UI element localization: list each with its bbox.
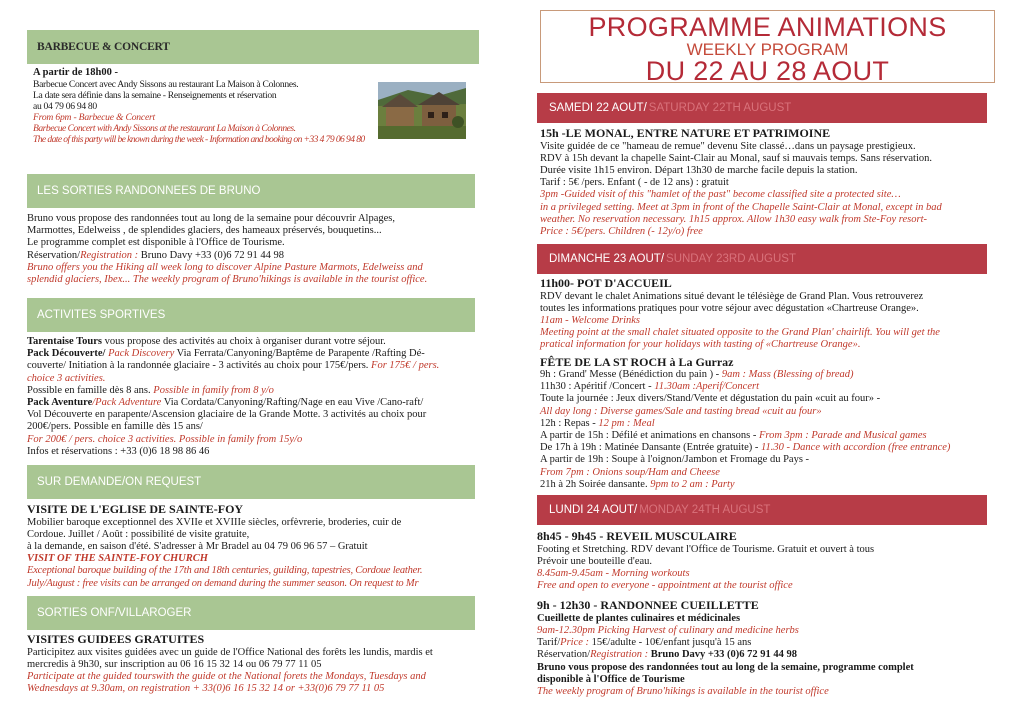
saturday-section [540, 127, 990, 238]
bbq-line: au 04 79 06 94 80 [33, 101, 97, 113]
price-label-en: Price : [560, 637, 590, 649]
event-en: 9pm to 2 am : Party [647, 478, 735, 490]
bruno-registration [27, 250, 479, 262]
day-bar-label: DIMANCHE 23 AOUT/ [549, 253, 665, 265]
section-bar-label: ACTIVITES SPORTIVES [37, 309, 166, 321]
event-line [540, 381, 992, 393]
sport-text: Possible en famille dès 8 ans. [27, 384, 151, 396]
sport-line [27, 360, 483, 372]
bruno-line: Bruno vous propose des randonnées tout au long de la semaine pour découvrir Alpages, [27, 213, 395, 224]
day-bar-label: LUNDI 24 AOUT/ [549, 504, 638, 516]
event-line: disponible à l'Office de Tourisme [537, 673, 685, 685]
event-line: Bruno vous propose des randonnées tout au long de la semaine, programme complet [537, 661, 914, 673]
event-en-line: Price : 5€/pers. Children (- 12y/o) free [540, 225, 703, 237]
event-heading: 8h45 - 9h45 - REVEIL MUSCULAIRE [537, 529, 737, 543]
sport-line [27, 397, 483, 409]
section-bar-label: LES SORTIES RANDONNEES DE BRUNO [37, 185, 261, 197]
event-line: RDV à 15h devant la chapelle Saint-Clair au Monal, sauf si mauvais temps. Sans réservation. [540, 152, 933, 164]
sport-line: 200€/pers. Possible en famille dès 15 ans/ [27, 421, 203, 433]
event-en-line: The weekly program of Bruno'hikings is available in the tourist office [537, 686, 829, 698]
section-bar-onf [27, 596, 475, 630]
bruno-section [27, 213, 479, 286]
event-en-line: 8.45am-9.45am - Morning workouts [537, 567, 690, 579]
sport-company: Tarentaise Tours [27, 336, 102, 347]
bbq-en-line: Barbecue Concert with Andy Sissons at the restaurant La Maison à Colonnes. [33, 123, 296, 135]
onf-en-line: Wednesdays at 9.30am, on registration + 33(0)6 16 15 32 14 or +33(0)6 79 77 11 05 [27, 683, 385, 695]
demand-line: Mobilier baroque exceptionnel des XVIIe et XVIIIe siècles, orfèvrerie, broderies, cuir de [27, 516, 402, 528]
day-bar-label-en: MONDAY 24TH AUGUST [639, 504, 771, 516]
event-en-line: All day long : Diverse games/Sale and tasting bread «cuit au four» [540, 405, 822, 417]
sport-line [27, 336, 483, 348]
chalet-photo-image [378, 82, 466, 139]
day-bar-label-en: SATURDAY 22TH AUGUST [648, 102, 792, 114]
event-en-line: Free and open to everyone - appointment at the tourist office [537, 580, 793, 592]
onf-line: mercredis à 9h30, sur inscription au 06 16 15 32 14 ou 06 79 77 11 05 [27, 658, 322, 670]
event-fr: De 17h à 19h : Matinée Dansante (Entrée gratuite) - [540, 442, 761, 454]
event-en: 11.30am :Aperif/Concert [654, 381, 760, 393]
bbq-en-line: The date of this party will be known during the week - Information and booking on +33 4 79 06 94 80 [33, 134, 365, 146]
event-fr: 9h : Grand' Messe (Bénédiction du pain ) - [540, 369, 722, 381]
sport-section [27, 336, 483, 458]
demand-heading: VISITE DE L'EGLISE DE SAINTE-FOY [27, 502, 244, 516]
event-en-line: 9am-12.30pm Picking Harvest of culinary and medicine herbs [537, 625, 799, 637]
event-line [540, 479, 992, 491]
section-bar-demand [27, 465, 475, 499]
bruno-line: Le programme complet est disponible à l'Office de Tourisme. [27, 237, 285, 249]
onf-line: Participitez aux visites guidées avec un guide de l'Office National des forêts les lundis, mardis et [27, 646, 433, 658]
page-title: PROGRAMME ANIMATIONS [588, 12, 947, 42]
demand-en-line: July/August : free visits can be arranged on demand during the summer season. On request to Mr [27, 577, 419, 589]
event-en-line: Meeting point at the small chalet situated opposite to the Grand Plan' chairlift. You will get the [540, 327, 940, 339]
chalet-photo [378, 82, 466, 139]
event-en: From 3pm : Parade and Musical games [758, 430, 927, 442]
page-subtitle: WEEKLY PROGRAM [686, 40, 849, 59]
event-line [540, 418, 992, 430]
day-bar-sunday [537, 244, 987, 274]
sport-text: couverte/ Initiation à la randonnée glaciaire - 3 activités au choix pour 175€/pers. [27, 360, 369, 372]
event-line: Prévoir une bouteille d'eau. [537, 555, 653, 567]
day-bar-saturday [537, 93, 987, 123]
reg-label: Réservation/ [27, 249, 81, 261]
demand-en-line: Exceptional baroque building of the 17th and 18th centuries, guilding, tapestries, Cordoue leather. [27, 565, 423, 577]
event-line [537, 649, 989, 661]
onf-section [27, 633, 487, 695]
event-en-line: 11am - Welcome Drinks [540, 314, 641, 326]
demand-section [27, 503, 483, 590]
sport-text: vous propose des activités au choix à organiser durant votre séjour. [101, 336, 386, 347]
event-en: 9am : Mass (Blessing of bread) [721, 369, 854, 381]
sport-text: Via Cordata/Canyoning/Rafting/Nage en eau Vive /Cano-raft/ [161, 397, 424, 409]
section-bar-sport [27, 298, 475, 332]
sport-info: Infos et réservations : +33 (0)6 18 98 86 46 [27, 445, 210, 457]
event-en: 11.30 - Dance with accordion (free entrance) [761, 442, 951, 454]
event-en-line: in a privileged setting. Meet at 3pm in front of the Chapelle Saint-Clair at Monal, except in bad [540, 201, 942, 213]
reg-label-en: Registration : [590, 649, 649, 661]
event-line: Visite guidée de ce "hameau de remue" devenu Site classé…dans un paysage prestigieux. [540, 140, 916, 152]
reg-phone: Bruno Davy +33 (0)6 72 91 44 98 [138, 249, 285, 261]
sport-text-en: Possible in family from 8 y/o [150, 384, 274, 396]
section-bar-label: SUR DEMANDE/ON REQUEST [37, 476, 202, 488]
day-bar-label: SAMEDI 22 AOUT/ [549, 102, 647, 114]
price-label: Tarif/ [537, 637, 561, 649]
event-fr: 11h30 : Apéritif /Concert - [540, 381, 655, 393]
sunday-section [540, 277, 992, 491]
event-en: 12 pm : Meal [598, 417, 655, 429]
demand-en-heading: VISIT OF THE SAINTE-FOY CHURCH [27, 553, 208, 565]
event-line: A partir de 19h : Soupe à l'oignon/Jambon et Fromage du Pays - [540, 454, 810, 466]
event-line [540, 442, 992, 454]
section-bar-label: SORTIES ONF/VILLAROGER [37, 607, 192, 619]
event-heading: 9h - 12h30 - RANDONNEE CUEILLETTE [537, 598, 759, 613]
pack-name: Pack Découverte/ [27, 348, 106, 360]
price-value: 15€/adulte - 10€/enfant jusqu'à 15 ans [589, 637, 752, 649]
event-heading: 11h00- POT D'ACCUEIL [540, 276, 672, 290]
day-bar-label-en: SUNDAY 23RD AUGUST [666, 253, 796, 265]
bbq-section [33, 67, 378, 145]
bruno-en-line: Bruno offers you the Hiking all week long to discover Alpine Pasture Marmots, Edelweiss and [27, 261, 423, 273]
demand-line: à la demande, en saison d'été. S'adresser à Mr Bradel au 04 79 06 96 57 – Gratuit [27, 540, 368, 552]
day-bar-monday [537, 495, 987, 525]
sport-line [27, 348, 483, 360]
bruno-line: Marmottes, Edelweiss , de splendides glaciers, des hameaux préservés, bouquetins... [27, 225, 382, 237]
event-en-line: pratical information for your holidays with tasting of «Chartreuse Orange». [540, 339, 861, 351]
pack-name-en: Pack Discovery [105, 348, 175, 360]
section-bar-label: BARBECUE & CONCERT [37, 41, 170, 53]
event-line: Footing et Stretching. RDV devant l'Office de Tourisme. Gratuit et ouvert à tous [537, 543, 875, 555]
event-en-line: weather. No reservation necessary. 1h15 approx. Allow 1h30 easy walk from Ste-Foy resort- [540, 213, 927, 225]
bbq-en-line: From 6pm - Barbecue & Concert [33, 112, 156, 124]
section-bar-bruno [27, 174, 475, 208]
sport-en-line: For 200€ / pers. choice 3 activities. Possible in family from 15y/o [27, 433, 303, 445]
page-dates: DU 22 AU 28 AOUT [645, 56, 890, 86]
event-line: Tarif : 5€ /pers. Enfant ( - de 12 ans) : gratuit [540, 177, 729, 189]
sport-text: Via Ferrata/Canyoning/Baptême de Parapente /Rafting Dé- [174, 348, 425, 360]
event-en-line: 3pm -Guided visit of this "hamlet of the past" become classified site a protected site… [540, 189, 901, 201]
title-box [540, 10, 995, 86]
event-line: RDV devant le chalet Animations situé devant le télésiège de Grand Plan. Vous retrouverez [540, 290, 924, 302]
reg-label: Réservation/ [537, 649, 591, 661]
bruno-en-line: splendid glaciers, Ibex... The weekly program of Bruno'hikings is available in the tourist office. [27, 274, 428, 286]
event-heading: 15h -LE MONAL, ENTRE NATURE ET PATRIMOINE [540, 126, 831, 140]
bbq-line: Barbecue Concert avec Andy Sissons au restaurant La Maison à Colonnes. [33, 79, 299, 91]
event-fr: 12h : Repas - [540, 417, 599, 429]
sport-line: Vol Découverte en parapente/Ascension glaciaire de la Grande Motte. 3 activités au choix pour [27, 409, 427, 421]
sport-text-en: For 175€ / pers. [368, 360, 440, 372]
sport-line [27, 385, 483, 397]
event-line: toutes les informations pratiques pour votre séjour avec dégustation «Chartreuse Orange». [540, 302, 919, 314]
onf-en-line: Participate at the guided tourswith the guide ot the National forets the Mondays, Tuesdays and [27, 670, 426, 682]
section-bar-bbq [27, 30, 479, 64]
bbq-line: La date sera définie dans la semaine - Renseignements et réservation [33, 90, 277, 102]
pack-name-en: /Pack Adventure [92, 397, 162, 409]
event-line [540, 369, 992, 381]
bbq-time: A partir de 18h00 - [33, 67, 118, 78]
event-line: Durée visite 1h15 environ. Départ 13h30 de marche facile depuis la station. [540, 164, 858, 176]
event-subheading: Cueillette de plantes culinaires et médicinales [537, 612, 741, 624]
demand-line: Cordoue. Juillet / Août : possibilité de visite gratuite, [27, 528, 250, 540]
event-line: Toute la journée : Jeux divers/Stand/Vente et dégustation du pain «cuit au four» - [540, 393, 881, 405]
onf-heading: VISITES GUIDEES GRATUITES [27, 632, 205, 646]
event-line [540, 430, 992, 442]
pack-name: Pack Aventure [27, 397, 93, 409]
reg-phone: Bruno Davy +33 (0)6 72 91 44 98 [648, 649, 798, 661]
event-fr: 21h à 2h Soirée dansante. [540, 478, 648, 490]
event-fr: A partir de 15h : Défilé et animations en chansons - [540, 430, 759, 442]
reg-label-en: Registration : [80, 249, 139, 261]
event-line [537, 637, 989, 649]
monday-section [537, 530, 989, 698]
sport-en-line: choice 3 activities. [27, 372, 106, 384]
event-en-line: From 7pm : Onions soup/Ham and Cheese [540, 466, 720, 478]
event-heading: FÊTE DE LA ST ROCH à La Gurraz [540, 354, 734, 369]
